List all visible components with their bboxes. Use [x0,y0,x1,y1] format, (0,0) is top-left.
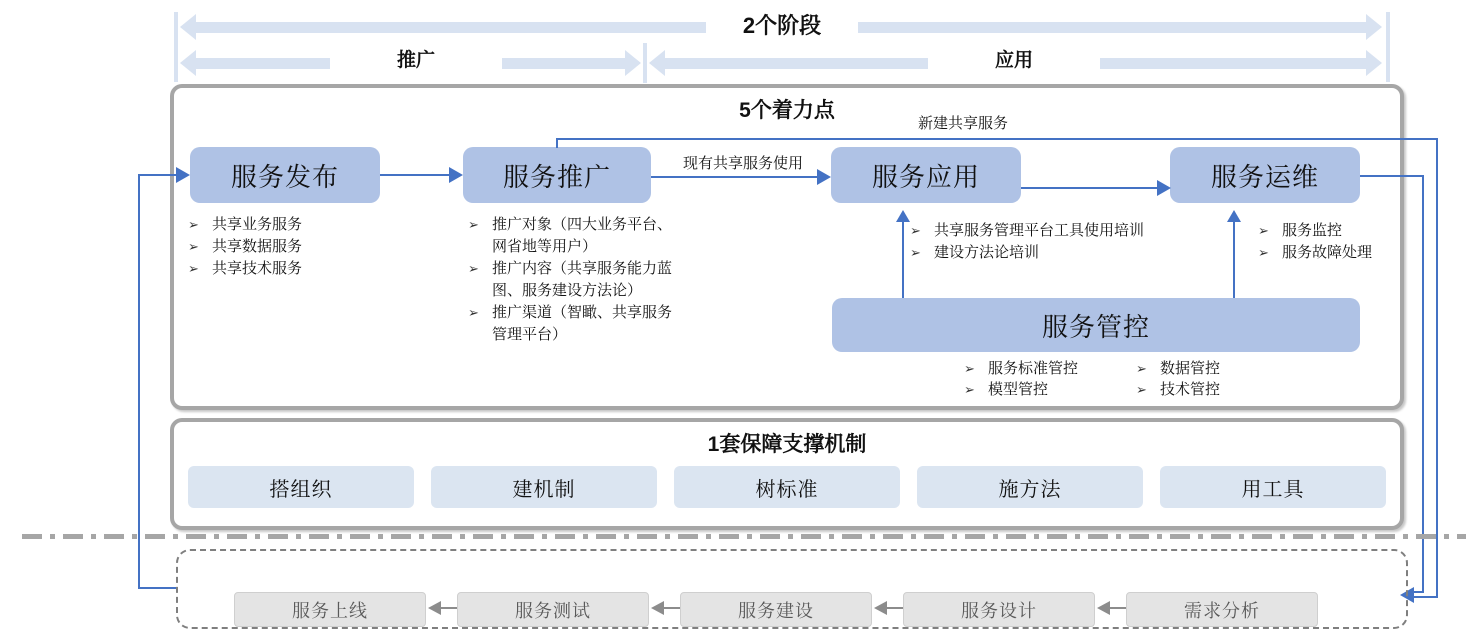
connector-left-vertical [138,175,140,589]
connector-into-publish [138,174,176,176]
connector-operation-right [1422,175,1424,592]
process-arrow-line [441,607,457,609]
connector-promotion-application [651,176,817,178]
phase-banner-title: 2个阶段 [706,6,858,46]
list-item: ➢ 共享数据服务 [186,236,426,258]
stage-box-service-application: 服务应用 [831,147,1021,203]
list-item: ➢ 推广对象（四大业务平台、网省地等用户） [466,214,678,258]
arrowhead-promotion-icon [449,167,463,183]
banner-tick-right [1386,12,1390,82]
list-item: ➢ 推广渠道（智瞰、共享服务管理平台） [466,302,678,346]
phase-label-application: 应用 [928,46,1100,76]
list-item: ➢ 数据管控 [1134,358,1284,379]
connector-operation-exit [1360,175,1424,177]
support-panel-title: 1套保障支撑机制 [707,433,867,456]
support-item-mechanism: 建机制 [431,466,657,508]
connector-publish-promotion [380,174,449,176]
process-arrow-line [664,607,680,609]
process-arrow-icon [874,601,887,615]
list-item: ➢ 模型管控 [962,379,1142,400]
banner-tick-left [174,12,178,82]
process-arrow-icon [1097,601,1110,615]
stage-box-service-operation: 服务运维 [1170,147,1360,203]
list-item: ➢ 建设方法论培训 [908,242,1228,264]
stage-box-service-promotion: 服务推广 [463,147,651,203]
list-item: ➢ 服务故障处理 [1256,242,1436,264]
process-box-service-online: 服务上线 [234,592,426,627]
arrowhead-up-application-icon [896,210,910,222]
connector-newservice-top [556,138,1438,140]
process-arrow-icon [428,601,441,615]
list-item: ➢ 共享技术服务 [186,258,426,280]
connector-application-operation [1021,187,1157,189]
list-item: ➢ 共享业务服务 [186,214,426,236]
support-item-standard: 树标准 [674,466,900,508]
support-item-row [188,466,1386,508]
list-item: ➢ 服务监控 [1256,220,1436,242]
list-item: ➢ 共享服务管理平台工具使用培训 [908,220,1228,242]
stage-box-service-control: 服务管控 [832,298,1360,352]
banner-tick-middle [643,43,647,83]
support-item-method: 施方法 [917,466,1143,508]
control-bullet-list-col2 [1134,358,1284,400]
process-arrow-line [887,607,903,609]
publish-bullet-list [186,214,426,280]
connector-operation-bottom [1414,591,1424,593]
arrowhead-operation-icon [1157,180,1171,196]
arrow-right-icon [625,50,641,76]
connector-newservice-right [1436,138,1438,598]
arrowhead-up-operation-icon [1227,210,1241,222]
process-box-service-build: 服务建设 [680,592,872,627]
connector-left-bottom [138,587,178,589]
focus-panel-title: 5个着力点 [739,99,835,122]
arrow-right-icon [1366,14,1382,40]
phase-label-promotion: 推广 [330,46,502,76]
support-item-organization: 搭组织 [188,466,414,508]
arrowhead-into-publish-icon [176,167,190,183]
control-bullet-list-col1 [962,358,1142,400]
dashdot-separator [22,534,1466,539]
process-box-service-test: 服务测试 [457,592,649,627]
process-arrow-line [1110,607,1126,609]
connector-control-application [902,222,904,298]
support-item-tool: 用工具 [1160,466,1386,508]
promotion-bullet-list [466,214,678,346]
process-box-requirement-analysis: 需求分析 [1126,592,1318,627]
application-bullet-list [908,220,1228,264]
list-item: ➢ 服务标准管控 [962,358,1142,379]
process-arrow-icon [651,601,664,615]
stage-box-service-publish: 服务发布 [190,147,380,203]
operation-bullet-list [1256,220,1436,264]
process-box-service-design: 服务设计 [903,592,1095,627]
flow-label-existing-service: 现有共享服务使用 [682,155,803,172]
connector-newservice-bottom [1414,596,1438,598]
arrow-right-icon [1366,50,1382,76]
list-item: ➢ 推广内容（共享服务能力蓝图、服务建设方法论） [466,258,678,302]
arrowhead-application-icon [817,169,831,185]
flow-label-new-service: 新建共享服务 [917,115,1008,132]
connector-control-operation [1233,222,1235,298]
list-item: ➢ 技术管控 [1134,379,1284,400]
